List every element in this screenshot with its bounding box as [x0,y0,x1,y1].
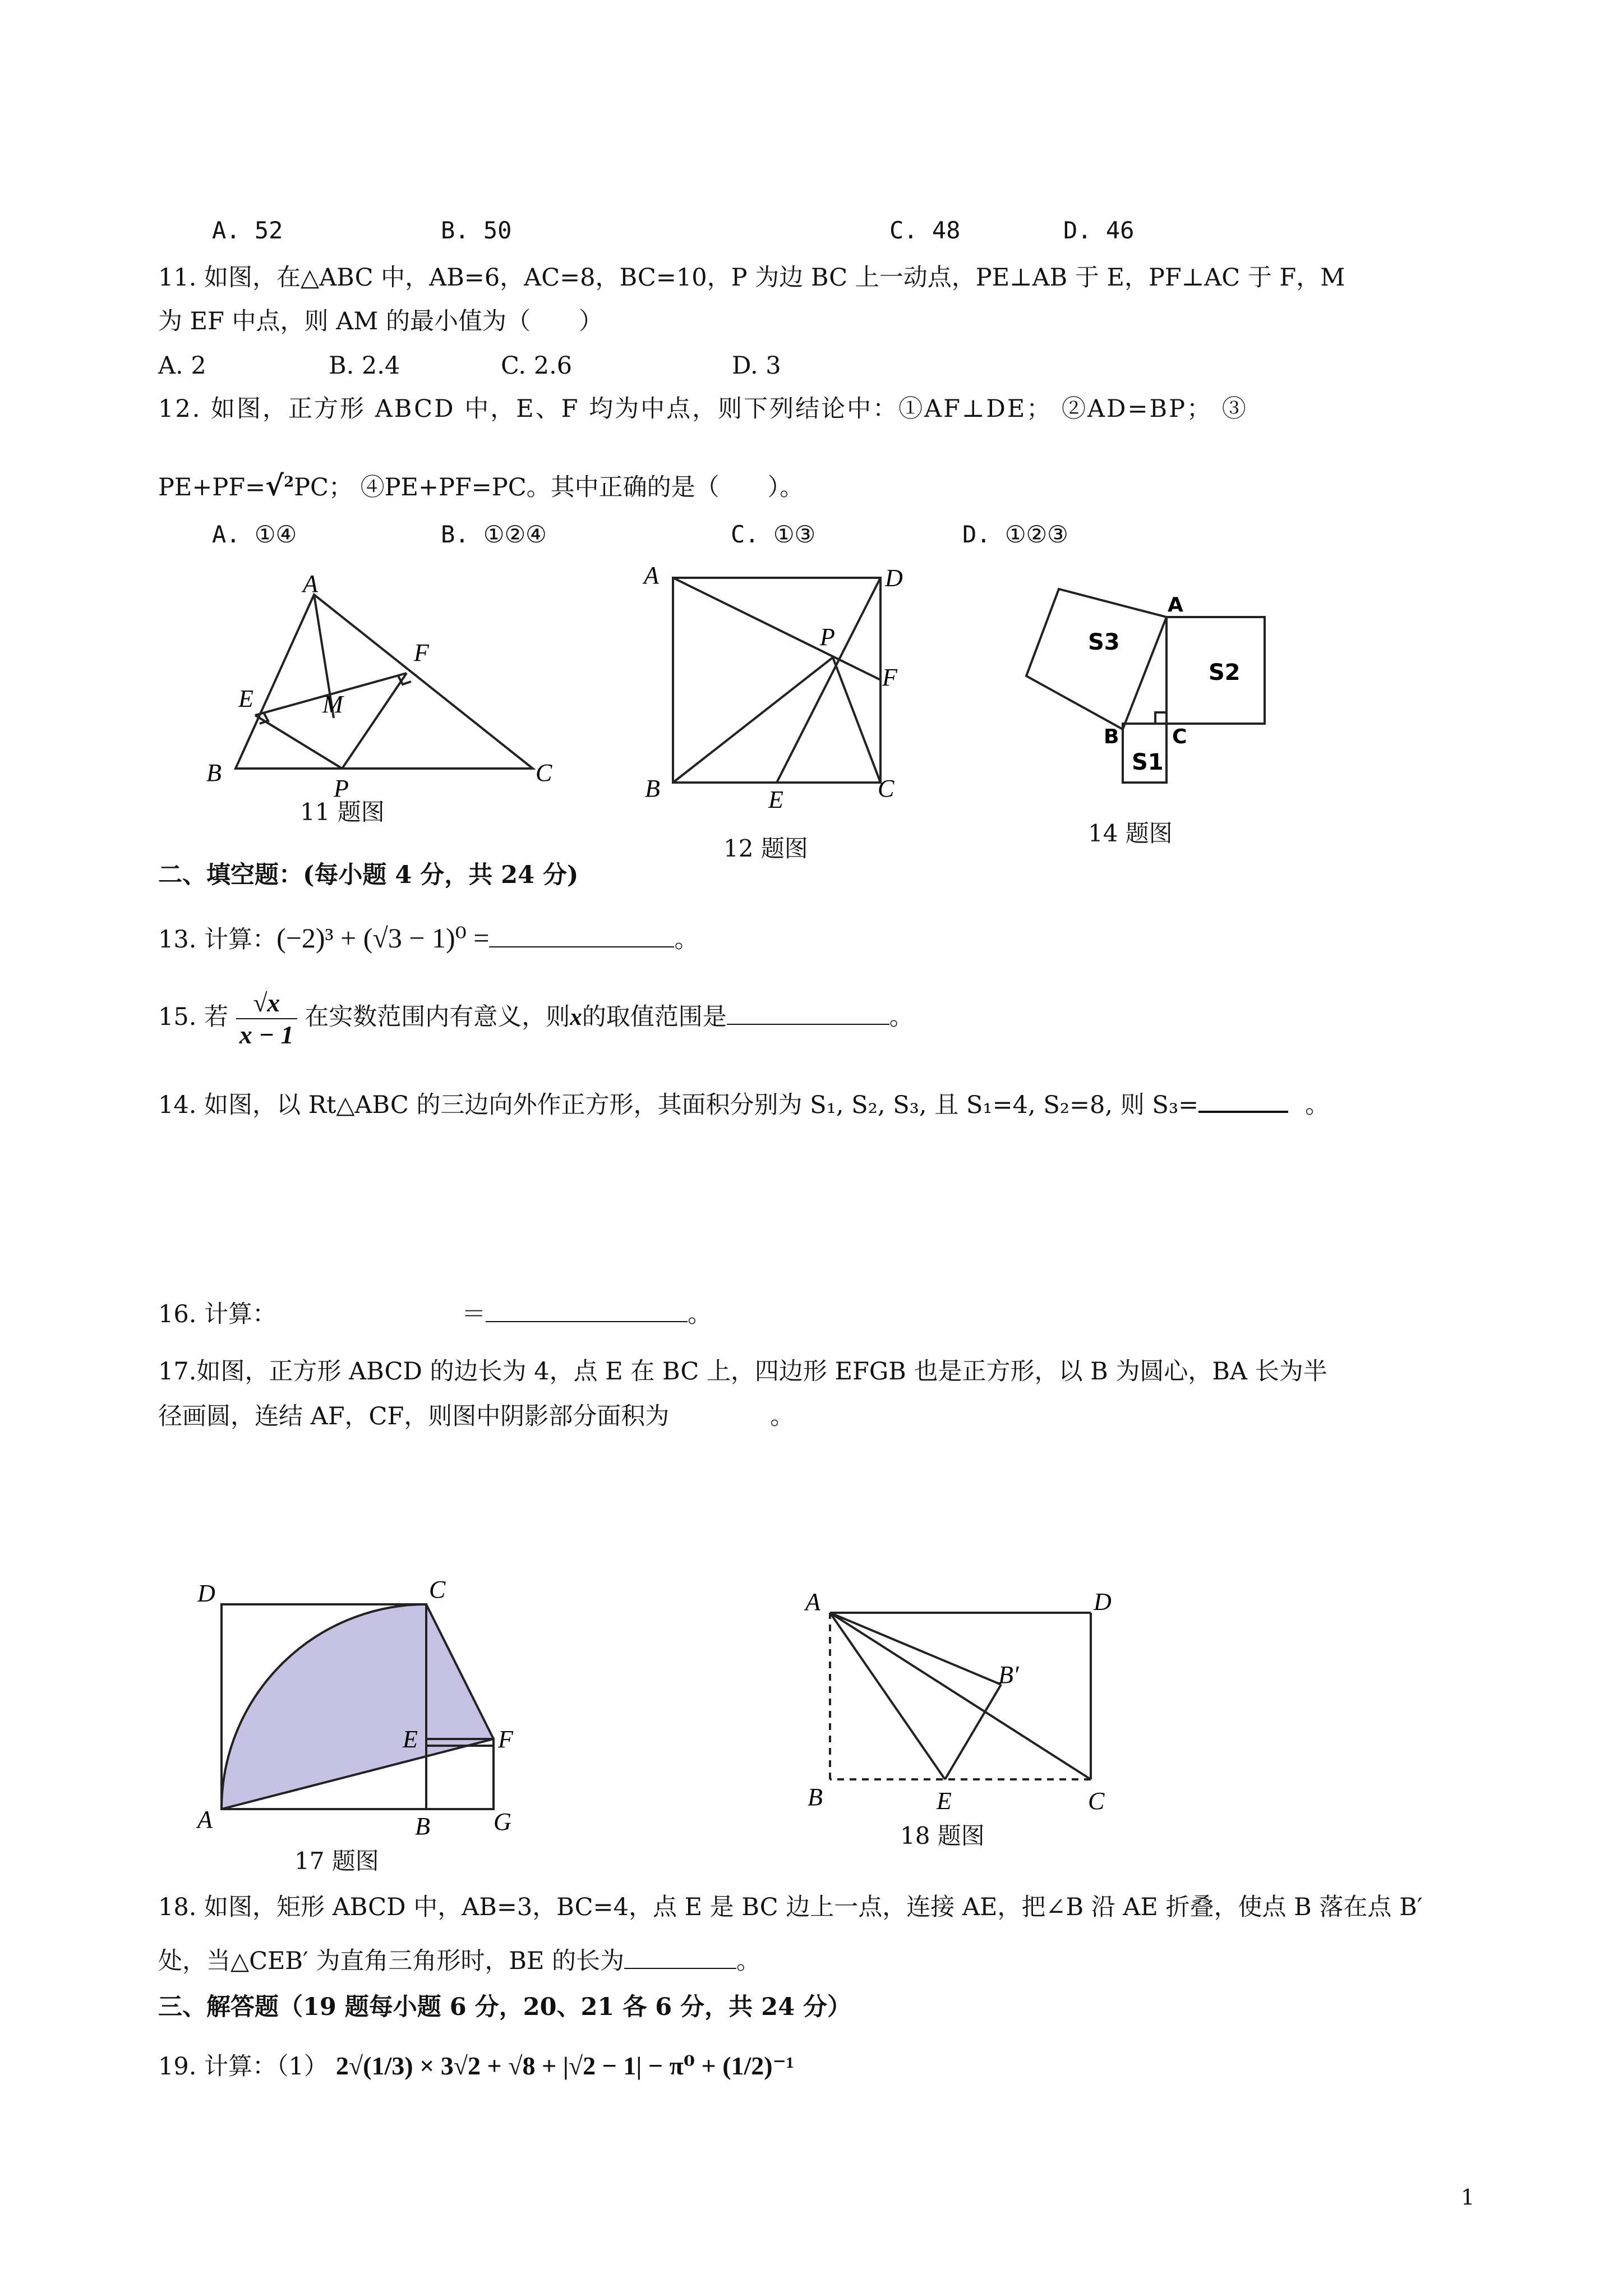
q19-expression: 2√(1/3) × 3√2 + √8 + |√2 − 1| − π⁰ + (1/2)⁻¹ [335,2051,794,2080]
q15-denominator: x − 1 [239,1020,294,1050]
fig11-label-c: C [536,759,552,786]
q15-text: 在实数范围内有意义，则 [305,1003,570,1032]
fig12-label-d: D [885,564,903,592]
q17-line2 [158,1402,794,1432]
q13 [158,921,698,955]
q16 [158,1299,712,1329]
q12-option-c: C. ①③ [731,521,816,548]
q18-line1: 18. 如图，矩形 ABCD 中，AB=3，BC=4，点 E 是 BC 边上一点，连接 AE，把∠B 沿 AE 折叠，使点 B 落在点 B′ [158,1893,1423,1921]
q16-suffix: 。 [688,1300,712,1328]
q10-option-d: D. 46 [1063,217,1135,244]
q16-answer-blank [486,1299,688,1322]
fig11-label-a: A [303,570,318,597]
q15-var: x [570,1004,582,1031]
q16-prefix: 16. 计算： [158,1300,277,1328]
fig17-label-b: B [415,1812,430,1840]
q12-line2-end: PC； ④PE+PF=PC。其中正确的是（ ）。 [294,473,804,501]
q14-answer-blank [1198,1088,1288,1113]
fig11-caption: 11 题图 [300,798,385,826]
q13-suffix: 。 [674,926,699,954]
figure-14 [1009,564,1279,799]
q12-option-a: A. ①④ [212,521,297,548]
fig17-caption: 17 题图 [294,1847,379,1875]
fig14-caption: 14 题图 [1088,820,1173,847]
q11-line2: 为 EF 中点，则 AM 的最小值为（ ） [158,307,603,335]
q14 [158,1088,1329,1120]
fig17-label-e: E [403,1726,418,1753]
q17-line2-text: 径画圆，连结 AF，CF，则图中阴影部分面积为 [158,1402,670,1430]
sqrt-symbol: √ [265,469,284,502]
fig14-label-b: B [1104,725,1119,748]
q11-option-d: D. 3 [732,352,781,380]
sqrt-arg: 2 [284,473,294,491]
fig11-label-p: P [334,775,349,802]
q12-line2 [158,469,804,503]
q12-line2-start: PE+PF= [158,473,266,501]
figure-12 [639,555,920,808]
q17-suffix: 。 [770,1402,795,1430]
fig11-label-b: B [206,759,222,786]
q15-fraction [236,987,297,1050]
q19 [158,2050,794,2082]
fig18-label-a: A [805,1588,820,1616]
fig14-label-s1: S1 [1132,749,1164,775]
q10-option-b: B. 50 [441,217,512,244]
fig12-label-b: B [645,775,660,802]
fig17-label-f: F [498,1726,513,1753]
q10-option-a: A. 52 [212,217,283,244]
q15 [158,987,914,1050]
fig12-label-e: E [768,786,783,808]
fig18-caption: 18 题图 [900,1822,985,1849]
q17-line1: 17.如图，正方形 ABCD 的边长为 4，点 E 在 BC 上，四边形 EFGB 也是正方形，以 B 为圆心，BA 长为半 [158,1358,1327,1386]
q18-line2 [158,1945,760,1976]
fig17-label-a: A [197,1806,213,1833]
q14-suffix: 。 [1305,1091,1330,1119]
fig14-label-s2: S2 [1209,660,1241,685]
q16-equals: ＝ [462,1300,486,1328]
q11-option-a: A. 2 [158,352,206,380]
fig18-label-b: B [808,1783,823,1811]
q18-suffix: 。 [736,1947,761,1975]
fig12-label-c: C [878,775,895,802]
q15-prefix: 15. 若 [158,1003,229,1032]
q15-numerator: √x [236,987,297,1019]
q13-answer-blank [489,924,674,947]
fig12-label-p: P [820,623,835,651]
fig17-label-g: G [494,1808,511,1835]
q15-text2: 的取值范围是 [582,1003,727,1032]
q11-line1: 11. 如图，在△ABC 中，AB=6，AC=8，BC=10，P 为边 BC 上一动点，PE⊥AB 于 E，PF⊥AC 于 F，M [158,264,1345,292]
fig18-label-c: C [1088,1787,1105,1815]
q15-answer-blank [727,1001,889,1025]
q12-option-d: D. ①②③ [962,521,1068,548]
fig17-label-c: C [429,1576,446,1603]
fig18-label-d: D [1094,1588,1112,1616]
q10-option-c: C. 48 [889,217,961,244]
q14-text: 14. 如图，以 Rt△ABC 的三边向外作正方形，其面积分别为 S₁, S₂, S₃, 且 S₁=4, S₂=8, 则 S₃= [158,1091,1199,1119]
fig11-label-e: E [238,685,253,712]
fig18-label-b-prime: B′ [998,1661,1019,1688]
page-number: 1 [1461,2185,1475,2210]
fig12-label-f: F [882,664,897,691]
q11-option-b: B. 2.4 [329,352,400,380]
fig11-label-m: M [322,691,343,718]
q13-expression: (−2)³ + (√3 − 1)⁰ = [276,922,490,954]
fig17-label-d: D [197,1580,215,1607]
section3-heading: 三、解答题（19 题每小题 6 分，20、21 各 6 分，共 24 分） [158,1993,851,2021]
q13-prefix: 13. 计算： [158,926,277,954]
fig18-label-e: E [937,1787,952,1815]
q15-suffix: 。 [889,1003,914,1032]
fig12-label-a: A [644,562,659,589]
fig12-caption: 12 题图 [723,835,808,862]
fig14-label-c: C [1172,725,1187,748]
fig11-label-f: F [414,639,429,666]
q18-line2-text: 处，当△CEB′ 为直角三角形时，BE 的长为 [158,1947,625,1975]
fig14-label-a: A [1168,593,1183,616]
q18-answer-blank [624,1945,736,1969]
fig14-label-s3: S3 [1088,629,1120,655]
figure-11 [202,567,583,802]
figure-17 [191,1559,538,1840]
q12-option-b: B. ①②④ [441,521,547,548]
q12-line1: 12. 如图，正方形 ABCD 中，E、F 均为中点，则下列结论中：①AF⊥DE； ②AD=BP； ③ [158,395,1248,423]
q11-option-c: C. 2.6 [501,352,573,380]
figure-18 [796,1571,1122,1829]
section2-heading: 二、填空题：(每小题 4 分，共 24 分) [158,861,579,889]
q19-prefix: 19. 计算：（1） [158,2053,328,2081]
